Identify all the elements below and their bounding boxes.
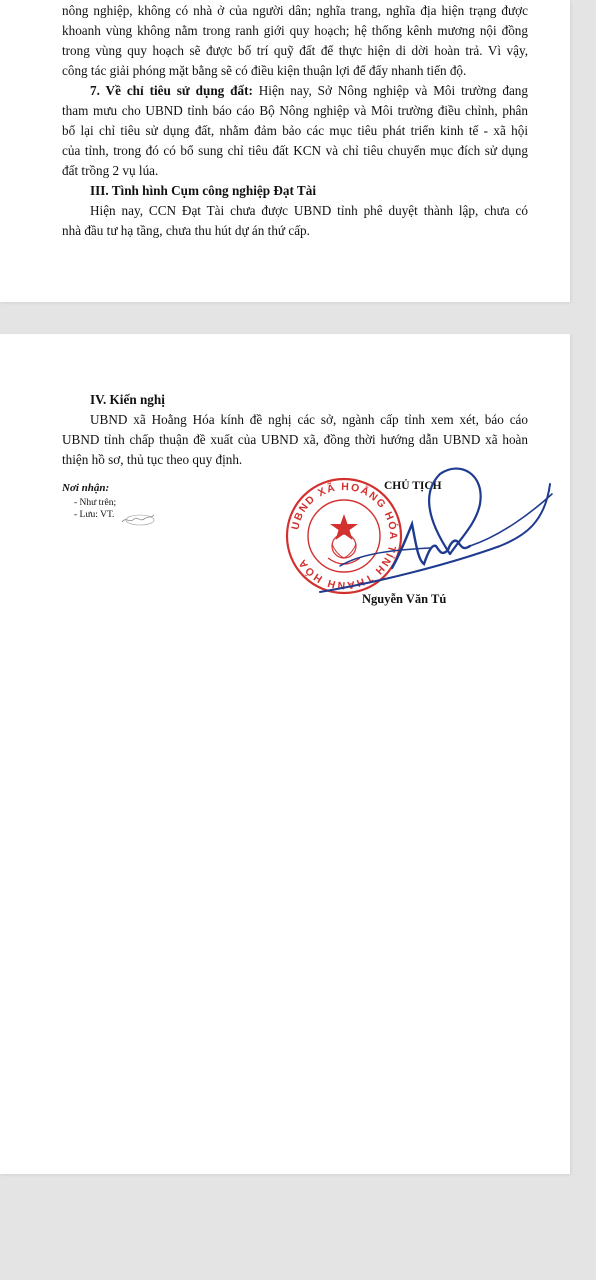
paragraph-line: của tỉnh, trong đó có bổ sung chỉ tiêu đất KCN và chỉ tiêu chuyển mục đích sử dụng bbox=[62, 143, 528, 158]
paragraph-line: khoanh vùng không nằm trong ranh giới quy hoạch; hệ thống kênh mương nội đồng bbox=[62, 23, 528, 38]
paragraph-line: Hiện nay, CCN Đạt Tài chưa được UBND tỉnh phê duyệt thành lập, chưa có bbox=[90, 203, 528, 218]
document-page-1 bbox=[0, 0, 570, 302]
svg-text:UBND XÃ HOẰNG HÓA TỈNH THANH H: UBND XÃ HOẰNG HÓA TỈNH THANH HÓA bbox=[289, 480, 400, 592]
paragraph-line: thiện hồ sơ, thủ tục theo quy định. bbox=[62, 452, 243, 467]
paragraph-line: công tác giải phóng mặt bằng sẽ có điều kiện thuận lợi để đẩy nhanh tiến độ. bbox=[62, 63, 467, 78]
paragraph-line: nhà đầu tư hạ tầng, chưa thu hút dự án thứ cấp. bbox=[62, 223, 310, 238]
paragraph-line: bổ lại chỉ tiêu sử dụng đất, nhằm đảm bảo các mục tiêu phát triển kinh tế - xã hội bbox=[62, 123, 528, 138]
item-7-label: 7. Về chỉ tiêu sử dụng đất: bbox=[90, 83, 253, 98]
initial-mark bbox=[118, 510, 158, 528]
section-4-heading: IV. Kiến nghị bbox=[90, 392, 165, 407]
recipients-title: Nơi nhận: bbox=[62, 482, 110, 494]
paragraph-line: tham mưu cho UBND tỉnh báo cáo Bộ Nông nghiệp và Môi trường điều chỉnh, phân bbox=[62, 103, 528, 118]
item-7-text: Hiện nay, Sở Nông nghiệp và Môi trường đang bbox=[252, 83, 528, 98]
paragraph-line: UBND xã Hoằng Hóa kính đề nghị các sở, ngành cấp tỉnh xem xét, báo cáo bbox=[90, 412, 528, 427]
item-7-first-line bbox=[90, 81, 528, 101]
paragraph-line: trong vùng quy hoạch sẽ được bố trí quỹ đất để thực hiện di dời hoàn trả. Vì vậy, bbox=[62, 43, 528, 58]
recipient-item: - Lưu: VT. bbox=[74, 510, 115, 520]
section-3-heading: III. Tình hình Cụm công nghiệp Đạt Tài bbox=[90, 183, 316, 198]
signer-title: CHỦ TỊCH bbox=[384, 480, 442, 492]
paragraph-line: đất trồng 2 vụ lúa. bbox=[62, 163, 159, 178]
signer-name: Nguyễn Văn Tú bbox=[362, 592, 447, 606]
recipient-item: - Như trên; bbox=[74, 498, 117, 508]
paragraph-line: nông nghiệp, không có nhà ở của người dân; nghĩa trang, nghĩa địa hiện trạng được bbox=[62, 3, 528, 18]
paragraph-line: UBND tỉnh chấp thuận đề xuất của UBND xã, đồng thời hướng dẫn UBND xã hoàn bbox=[62, 432, 528, 447]
signature bbox=[300, 464, 560, 604]
